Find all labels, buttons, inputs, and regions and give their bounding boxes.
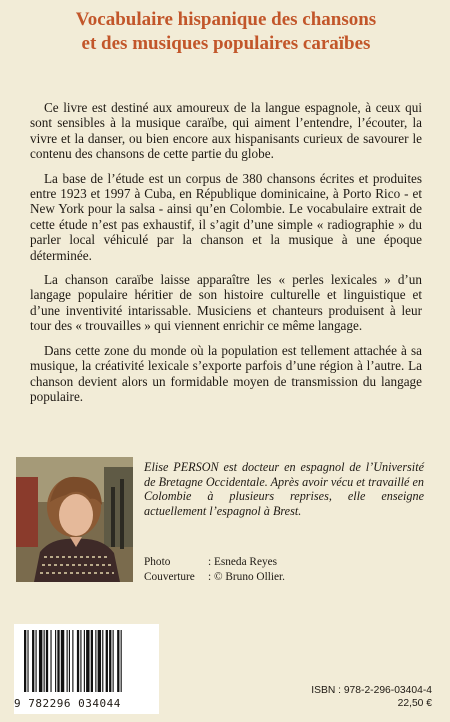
barcode-bar	[44, 630, 45, 692]
photo-credit	[144, 555, 424, 570]
barcode-bar	[80, 630, 81, 692]
author-bio: Elise PERSON est docteur en espagnol de l’Université de Bretagne Occidentale. Après avoir vécu et travaillé en Colombie à plusieurs reprises, elle enseigne actuellement l’espagnol à Brest.	[144, 460, 424, 518]
cover-credit	[144, 570, 424, 585]
barcode-bar	[113, 630, 114, 692]
barcode-bar	[36, 630, 37, 692]
title-line-1: Vocabulaire hispanique des chansons	[75, 9, 377, 30]
barcode-digits: 9 782296 034044	[14, 697, 121, 710]
barcode-bar	[109, 630, 111, 692]
title-line-2: et des musiques populaires caraïbes	[81, 33, 371, 54]
barcode-bar	[98, 630, 101, 692]
photo-credit-label: Photo	[144, 556, 171, 568]
price: 22,50 €	[397, 698, 432, 709]
author-photo	[16, 457, 133, 582]
barcode-bar	[50, 630, 51, 692]
paragraph-1: Ce livre est destiné aux amoureux de la langue espagnole, à ceux qui sont sensibles à la musique caraïbe, qui aiment l’entendre, l’écouter, la vivre et la danser, ou bien encore aux hispanisants curieux de savourer le contenu des chansons de cette partie du globe.	[30, 100, 422, 162]
barcode-bar	[91, 630, 93, 692]
barcode-bar	[61, 630, 64, 692]
paragraph-3: La chanson caraïbe laisse apparaître les « perles lexicales » d’un langage populaire héritier de son histoire culturelle et linguistique et d’une inventivité intarissable. Musiciens et chanteurs produisent à leur tour des « trouvailles » qui viennent enrichir ce même langage.	[30, 272, 422, 334]
barcode-bar	[46, 630, 48, 692]
paragraph-2: La base de l’étude est un corpus de 380 chansons écrites et produites entre 1923 et 1997 à Cuba, en République dominicaine, à Porto Rico - et New York pour la salsa - ainsi qu’en Colombie. Le vocabulaire extrait de cette étude n’est pas exhaustif, il s’agit d’une simple « radiographie » du parler local véhiculé par la chanson et la musique à une époque déterminée.	[30, 170, 422, 263]
barcode-bar	[102, 630, 103, 692]
barcode-bar	[69, 630, 70, 692]
barcode-bar	[86, 630, 89, 692]
cover-credit-label: Couverture	[144, 570, 195, 583]
barcode-bar	[57, 630, 59, 692]
isbn-number: ISBN : 978-2-296-03404-4	[311, 685, 432, 696]
paragraph-4: Dans cette zone du monde où la population est tellement attachée à sa musique, la créativité lexicale s’exporte parfois d’une région à l’autre. La chanson devient alors un formidable moyen de transmission du langage populaire.	[30, 342, 422, 404]
barcode-bar	[84, 630, 85, 692]
barcode-bar	[55, 630, 56, 692]
barcode-bar	[32, 630, 34, 692]
isbn-block	[311, 684, 432, 710]
back-cover-text	[30, 100, 422, 413]
barcode-bars	[14, 624, 159, 696]
barcode-bar	[95, 630, 96, 692]
barcode-bar	[27, 630, 28, 692]
barcode-bar	[72, 630, 73, 692]
barcode-bar	[39, 630, 42, 692]
barcode-bar	[106, 630, 108, 692]
photo-credit-value: : Esneda Reyes	[208, 556, 278, 568]
image-credits	[144, 555, 424, 584]
barcode-bar	[67, 630, 68, 692]
barcode-bar	[77, 630, 79, 692]
cover-credit-value: : © Bruno Ollier.	[208, 570, 285, 583]
barcode-bar	[121, 630, 122, 692]
barcode-bar	[117, 630, 119, 692]
book-title	[30, 8, 422, 56]
barcode-bar	[24, 630, 26, 692]
